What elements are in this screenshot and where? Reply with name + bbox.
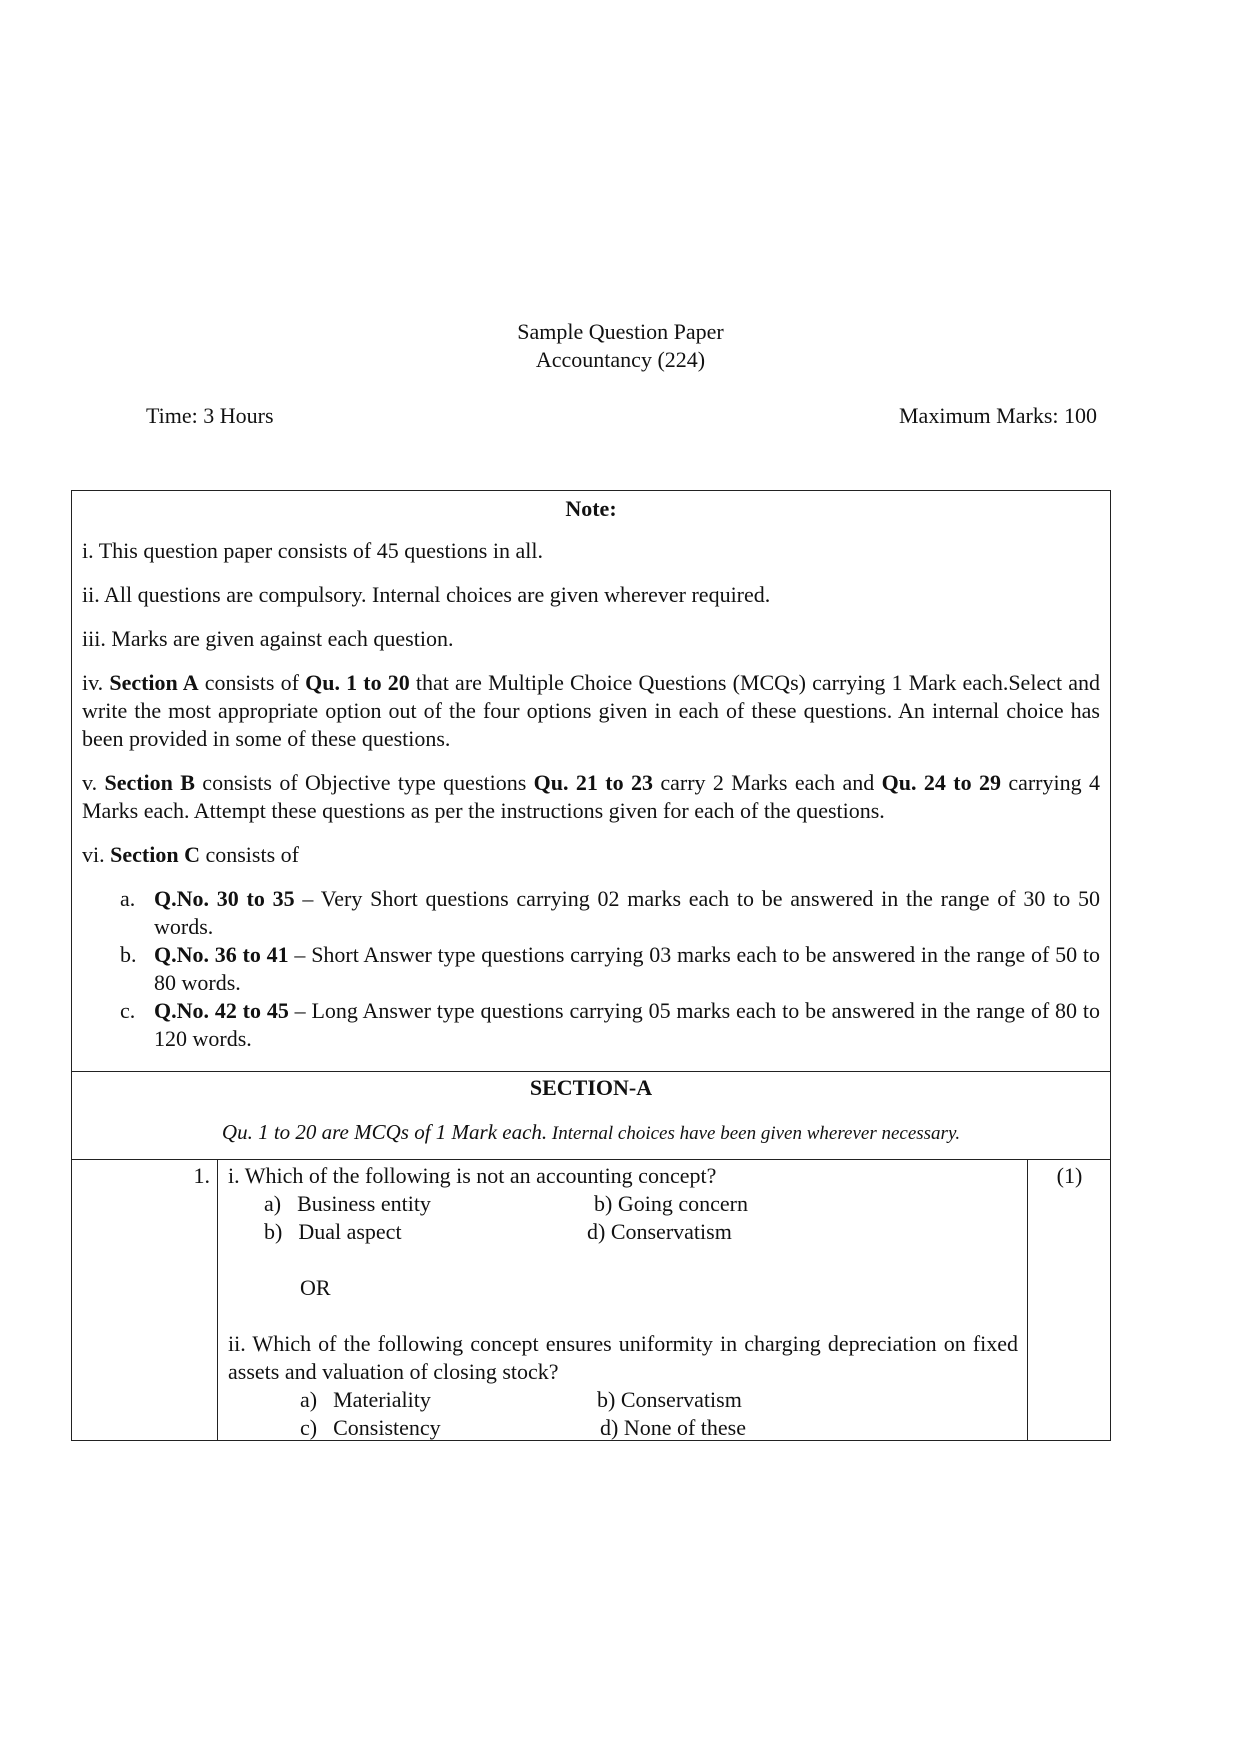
note-item-v: v. Section B consists of Objective type questions Qu. 21 to 23 carry 2 Marks each and Qu. 24 to 29 carrying 4 Marks each. Attempt these questions as per the instructions given for each of the questions. (82, 770, 1100, 823)
note-item-ii: ii. All questions are compulsory. Internal choices are given wherever required. (82, 582, 771, 607)
option-b-ii: b) Conservatism (597, 1387, 742, 1412)
question-part-ii: ii. Which of the following concept ensures uniformity in charging depreciation on fixed assets and valuation of closing stock? (228, 1331, 1018, 1384)
note-item-iv: iv. Section A consists of Qu. 1 to 20 that are Multiple Choice Questions (MCQs) carrying 1 Mark each.Select and write the most appropriate option out of the four options given in each of these questions. An internal choice has been provided in some of these questions. (82, 670, 1100, 751)
section-c-item-b: b. Q.No. 36 to 41 – Short Answer type questions carrying 03 marks each to be answered in the range of 50 to 80 words. (120, 942, 1101, 995)
time-allowed: Time: 3 Hours (146, 403, 274, 428)
note-item-vi: vi. Section C consists of (82, 842, 299, 867)
paper-title: Sample Question Paper (517, 319, 724, 344)
section-a-title: SECTION-A (529, 1075, 653, 1100)
note-heading: Note: (565, 496, 617, 521)
question-number: 1. (193, 1163, 210, 1188)
note-item-iii: iii. Marks are given against each question. (82, 626, 454, 651)
section-c-item-a: a. Q.No. 30 to 35 – Very Short questions carrying 02 marks each to be answered in the range of 30 to 50 words. (120, 886, 1100, 939)
section-a-instructions: Qu. 1 to 20 are MCQs of 1 Mark each. Internal choices have been given wherever necessary. (221, 1120, 961, 1144)
instructions-box (71, 490, 1111, 1071)
option-c-ii: c) Consistency (300, 1415, 441, 1440)
option-b: b) Going concern (594, 1191, 748, 1216)
question-marks: (1) (1056, 1163, 1083, 1188)
subject-title: Accountancy (224) (535, 347, 706, 372)
option-d: d) Conservatism (587, 1219, 732, 1244)
option-a-ii: a) Materiality (300, 1387, 431, 1412)
option-a: a) Business entity (264, 1191, 431, 1216)
or-separator: OR (300, 1275, 331, 1300)
option-b-second: b) Dual aspect (264, 1219, 402, 1244)
section-a-header (71, 1071, 1111, 1159)
section-c-item-c: c. Q.No. 42 to 45 – Long Answer type questions carrying 05 marks each to be answered in the range of 80 to 120 words. (120, 998, 1100, 1051)
note-item-i: i. This question paper consists of 45 questions in all. (82, 538, 543, 563)
maximum-marks: Maximum Marks: 100 (899, 403, 1097, 428)
question-row (71, 1159, 1111, 1441)
option-d-ii: d) None of these (600, 1415, 747, 1440)
question-part-i: i. Which of the following is not an accounting concept? (228, 1163, 717, 1188)
